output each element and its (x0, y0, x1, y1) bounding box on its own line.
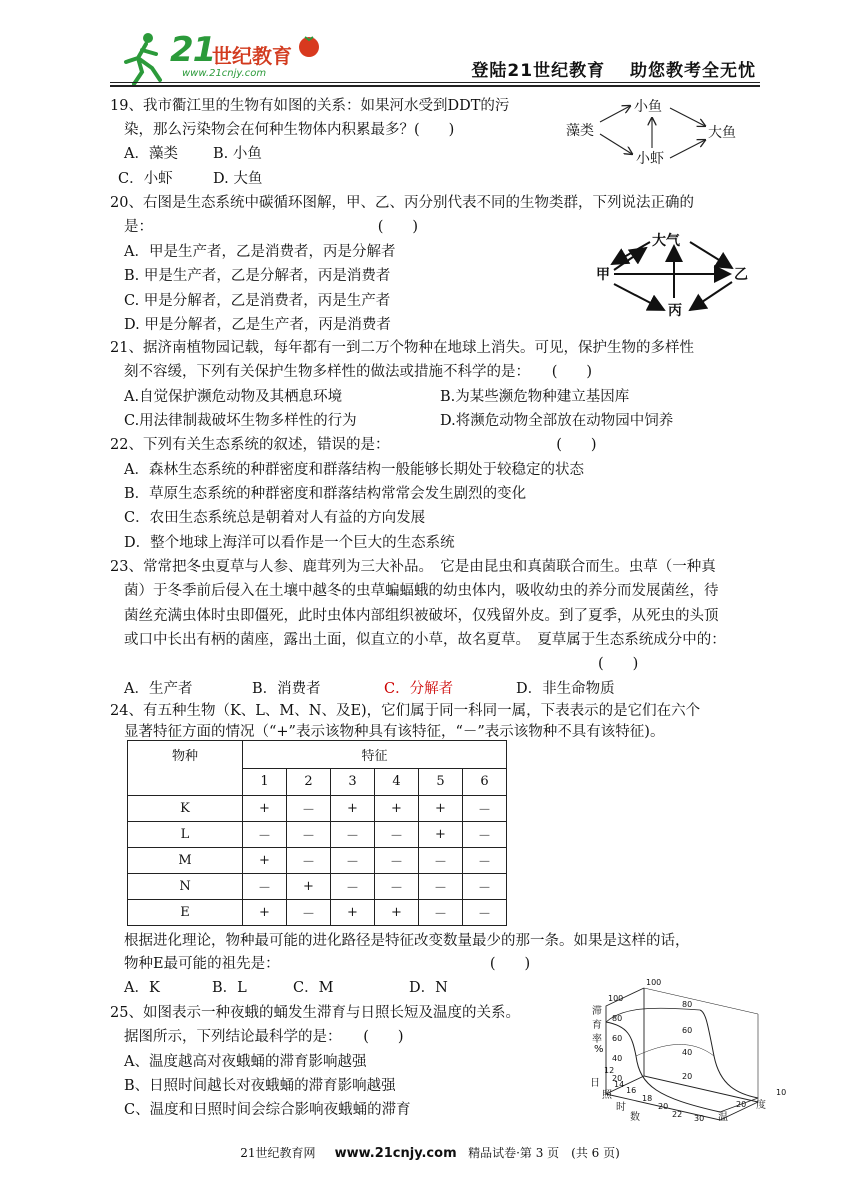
tomato-icon (296, 32, 322, 58)
table-cell: － (331, 822, 375, 848)
table-cell: － (243, 874, 287, 900)
table-row (128, 822, 507, 848)
q19-option-c: C．小虾 (118, 171, 173, 187)
table-col-2: 2 (287, 768, 331, 796)
table-cell: － (287, 900, 331, 926)
q24-option-c: C．M (293, 980, 334, 996)
chart-backtick-40: 40 (682, 1048, 693, 1057)
q25-line2: 据图所示，下列结论最科学的是： ( ) (124, 1029, 404, 1045)
q23-option-b: B．消费者 (252, 681, 321, 697)
table-cell: + (419, 822, 463, 848)
chart-xtick-20: 20 (658, 1102, 669, 1111)
q23-line1: 23、常常把冬虫夏草与人参、鹿茸列为三大补品。 它是由昆虫和真菌联合而生。虫草（一种真 (110, 559, 716, 575)
q20-line1: 20、右图是生态系统中碳循环图解，甲、乙、丙分别代表不同的生物类群，下列说法正确的 (110, 195, 694, 211)
table-cell: + (375, 900, 419, 926)
table-col-6: 6 (463, 768, 507, 796)
carbon-yi: 乙 (734, 267, 748, 283)
chart-backtick-20: 20 (682, 1072, 693, 1081)
table-cell: － (463, 822, 507, 848)
table-cell: － (287, 822, 331, 848)
logo (112, 28, 322, 86)
logo-text: 世纪教育 (212, 44, 292, 68)
table-row (128, 796, 507, 822)
carbon-bing: 丙 (668, 303, 682, 319)
q24-line2: 显著特征方面的情况（“+”表示该物种具有该特征，“－”表示该物种不具有该特征)。 (124, 724, 665, 740)
chart-xtick-22: 22 (672, 1110, 683, 1119)
chart-xtick-16: 16 (626, 1086, 637, 1095)
table-cell: － (331, 848, 375, 874)
table-header-species: 物种 (128, 741, 243, 796)
q24-line4: 物种E最可能的祖先是： ( ) (124, 956, 531, 972)
chart-ytick-80: 80 (612, 1014, 623, 1023)
q19-option-a: A．藻类 (124, 146, 178, 162)
q24-option-b: B．L (212, 980, 247, 996)
q21-option-d: D.将濒危动物全部放在动物园中饲养 (440, 413, 674, 429)
logo-number: 21 (170, 30, 216, 70)
q22-option-a: A．森林生态系统的种群密度和群落结构一般能够长期处于较稳定的状态 (124, 462, 584, 478)
q21-line1: 21、据济南植物园记载，每年都有一到二万个物种在地球上消失。可见，保护生物的多样性 (110, 340, 694, 356)
q23-line4: 或口中长出有柄的菌座，露出土面，似直立的小草，故名夏草。 夏草属于生态系统成分中的： (124, 632, 726, 648)
q25-line1: 25、如图表示一种夜蛾的蛹发生滞育与日照长短及温度的关系。 (110, 1005, 520, 1021)
chart-xtick-14: 14 (614, 1080, 625, 1089)
chart-xlabel-4: 数 (630, 1112, 640, 1123)
q20-option-a: A．甲是生产者，乙是消费者，丙是分解者 (124, 244, 396, 260)
q20-option-d: D. 甲是分解者，乙是生产者，丙是消费者 (124, 317, 391, 333)
logo-url: www.21cnjy.com (182, 68, 267, 79)
table-cell: + (331, 900, 375, 926)
q21-option-c: C.用法律制裁破坏生物多样性的行为 (124, 413, 357, 429)
q25-option-b: B、日照时间越长对夜蛾蛹的滞育影响越强 (124, 1078, 396, 1094)
q22-option-c: C．农田生态系统总是朝着对人有益的方向发展 (124, 510, 426, 526)
food-web-shrimp: 小虾 (636, 151, 664, 167)
q23-line3: 菌丝充满虫体时虫即僵死，此时虫体内部组织被破坏，仅残留外皮。到了夏季，从死虫的头顶 (124, 608, 719, 624)
table-cell: － (463, 874, 507, 900)
table-cell: － (375, 848, 419, 874)
page-footer (0, 1144, 860, 1161)
q25-option-c: C、温度和日照时间会综合影响夜蛾蛹的滞育 (124, 1102, 411, 1118)
chart-ttick-20: 20 (736, 1100, 747, 1109)
table-cell: + (331, 796, 375, 822)
table-cell: + (375, 796, 419, 822)
q24-line3: 根据进化理论，物种最可能的进化路径是特征改变数量最少的那一条。如果是这样的话， (124, 933, 690, 949)
table-col-3: 3 (331, 768, 375, 796)
chart-tlabel-2: 度 (756, 1100, 766, 1111)
food-web-small-fish: 小鱼 (634, 99, 662, 115)
q19-option-d: D. 大鱼 (213, 171, 263, 187)
q22-line1: 22、下列有关生态系统的叙述，错误的是： ( ) (110, 437, 597, 453)
table-cell: + (287, 874, 331, 900)
chart-backtick-80: 80 (682, 1000, 693, 1009)
table-cell: － (287, 796, 331, 822)
table-cell: － (243, 822, 287, 848)
chart-backtick-100: 100 (646, 978, 662, 987)
chart-ylabel-4: % (594, 1044, 604, 1055)
chart-ytick-20: 20 (612, 1074, 623, 1083)
table-cell: + (419, 796, 463, 822)
q22-option-b: B．草原生态系统的种群密度和群落结构常常会发生剧烈的变化 (124, 486, 527, 502)
footer-url[interactable]: www.21cnjy.com (334, 1146, 457, 1161)
table-row-species: K (128, 796, 243, 822)
table-cell: － (419, 848, 463, 874)
q24-option-a: A．K (124, 980, 160, 996)
q24-line1: 24、有五种生物（K、L、M、N、及E)，它们属于同一科同一属，下表表示的是它们在六个 (110, 703, 701, 719)
runner-icon (112, 28, 172, 86)
header-rule-thick (110, 85, 760, 87)
q19-option-b: B. 小鱼 (213, 146, 262, 162)
q23-line2: 菌）于冬季前后侵入在土壤中越冬的虫草蝙蝠蛾的幼虫体内，吸收幼虫的养分而发展菌丝，待 (124, 583, 719, 599)
carbon-arrows (594, 230, 754, 322)
table-row (128, 874, 507, 900)
chart-xtick-12: 12 (604, 1066, 615, 1075)
table-row-species: E (128, 900, 243, 926)
header-slogan: 登陆21世纪教育 助您教考全无忧 (471, 61, 756, 81)
chart-xlabel-1: 日 (590, 1078, 600, 1089)
chart-tlabel-1: 温 (718, 1112, 728, 1123)
table-col-4: 4 (375, 768, 419, 796)
table-row (128, 900, 507, 926)
table-row-species: L (128, 822, 243, 848)
q22-option-d: D．整个地球上海洋可以看作是一个巨大的生态系统 (124, 535, 455, 551)
carbon-jia: 甲 (596, 267, 610, 283)
chart-ylabel-2: 育 (592, 1020, 602, 1031)
q23-option-a: A．生产者 (124, 681, 193, 697)
chart-ttick-10: 10 (776, 1088, 787, 1097)
q24-option-d: D．N (409, 980, 448, 996)
table-cell: － (463, 900, 507, 926)
carbon-cycle-diagram (594, 230, 754, 322)
table-header-feature: 特征 (243, 741, 507, 769)
chart-ytick-60: 60 (612, 1034, 623, 1043)
table-cell: － (419, 874, 463, 900)
table-cell: － (375, 874, 419, 900)
table-cell: － (331, 874, 375, 900)
table-cell: － (419, 900, 463, 926)
chart-ttick-30: 30 (694, 1114, 705, 1123)
table-cell: － (463, 796, 507, 822)
table-cell: － (463, 848, 507, 874)
table-row-species: M (128, 848, 243, 874)
footer-page: 精品试卷·第 3 页 (共 6 页) (468, 1146, 620, 1160)
q25-option-a: A、温度越高对夜蛾蛹的滞育影响越强 (124, 1054, 367, 1070)
q21-option-a: A.自觉保护濒危动物及其栖息环境 (124, 389, 343, 405)
species-feature-table (127, 740, 507, 926)
table-cell: + (243, 900, 287, 926)
chart-ylabel-1: 滞 (592, 1006, 602, 1017)
table-body (128, 796, 507, 926)
table-col-1: 1 (243, 768, 287, 796)
q23-option-d: D．非生命物质 (516, 681, 615, 697)
chart-xlabel-3: 时 (616, 1102, 626, 1113)
q20-option-b: B. 甲是生产者，乙是分解者，丙是消费者 (124, 268, 391, 284)
q21-option-b: B.为某些濒危物种建立基因库 (440, 389, 630, 405)
footer-site: 21世纪教育网 (240, 1146, 316, 1160)
q23-line5: ( ) (598, 656, 639, 672)
header-rule (110, 82, 760, 83)
diapause-chart (588, 978, 798, 1126)
food-web-arrows (560, 92, 750, 174)
food-web-big-fish: 大鱼 (708, 125, 736, 141)
table-cell: + (243, 848, 287, 874)
food-web-algae: 藻类 (566, 123, 594, 139)
q20-option-c: C. 甲是分解者，乙是消费者，丙是生产者 (124, 293, 391, 309)
chart-xlabel-2: 照 (602, 1090, 612, 1101)
table-cell: + (243, 796, 287, 822)
q19-line2: 染，那么污染物会在何种生物体内积累最多？( ) (124, 122, 455, 138)
chart-xtick-18: 18 (642, 1094, 653, 1103)
chart-backtick-60: 60 (682, 1026, 693, 1035)
table-col-5: 5 (419, 768, 463, 796)
table-row (128, 848, 507, 874)
q19-line1: 19、我市衢江里的生物有如图的关系：如果河水受到DDT的污 (110, 98, 510, 114)
q20-line2: 是： ( ) (124, 219, 419, 235)
q21-line2: 刻不容缓，下列有关保护生物多样性的做法或措施不科学的是： ( ) (124, 364, 593, 380)
table-cell: － (287, 848, 331, 874)
carbon-air: 大气 (652, 233, 680, 249)
chart-ytick-100: 100 (608, 994, 624, 1003)
chart-ytick-40: 40 (612, 1054, 623, 1063)
q23-option-c: C．分解者 (384, 681, 454, 697)
table-row-species: N (128, 874, 243, 900)
chart-ylabel-3: 率 (592, 1034, 602, 1045)
food-web-diagram (560, 92, 750, 174)
table-cell: － (375, 822, 419, 848)
